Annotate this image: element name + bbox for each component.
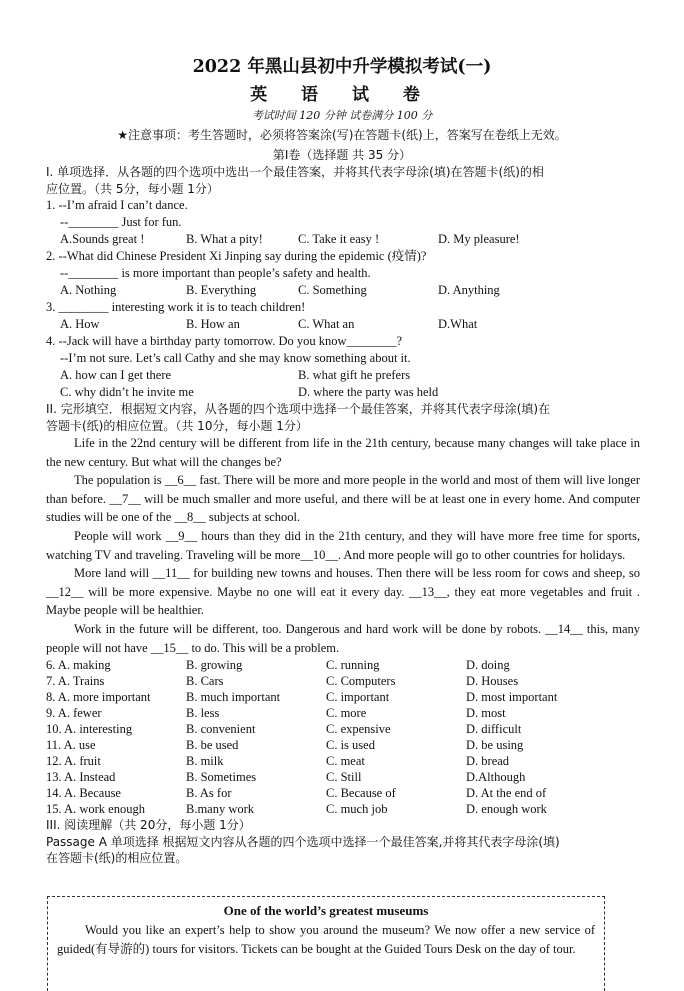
option-d: D. where the party was held	[298, 385, 439, 399]
cloze-option: D. enough work	[466, 802, 547, 817]
cloze-option: D. most important	[466, 690, 558, 705]
cloze-option: D. bread	[466, 754, 510, 769]
cloze-option: B. convenient	[186, 722, 256, 737]
option-b: B. what gift he prefers	[298, 368, 411, 382]
cloze-option: 7. A. Trains	[46, 674, 105, 689]
question-1	[46, 197, 640, 248]
section1-instructions-line: I. 单项选择．从各题的四个选项中选出一个最佳答案，并将其代表字母涂(填)在答题卡(纸)的相	[46, 165, 544, 179]
section1-instructions-line: 应位置。（共 5分，每小题 1分）	[46, 181, 219, 196]
cloze-option: 6. A. making	[46, 658, 111, 673]
cloze-option: B. much important	[186, 690, 281, 705]
option-a: A. how can I get there	[60, 368, 172, 382]
passage-a-instructions: Passage A 单项选择 根据短文内容从各题的四个选项中选择一个最佳答案,并将其代表字母涂(填)	[46, 834, 560, 849]
cloze-option: D. most	[466, 706, 506, 721]
question-options	[46, 282, 640, 299]
cloze-option: C. Still	[326, 770, 362, 785]
option-c: C. Something	[298, 283, 367, 297]
cloze-option: B. milk	[186, 754, 224, 769]
exam-content	[46, 164, 640, 867]
question-3	[46, 299, 640, 333]
cloze-option: 9. A. fewer	[46, 706, 102, 721]
option-a: A. Nothing	[60, 283, 117, 297]
cloze-option: C. meat	[326, 754, 365, 769]
cloze-option: D.Although	[466, 770, 526, 785]
cloze-option: 12. A. fruit	[46, 754, 101, 769]
cloze-option: C. expensive	[326, 722, 391, 737]
cloze-option: B. less	[186, 706, 220, 721]
question-stem: --________ Just for fun.	[60, 215, 182, 229]
question-4	[46, 333, 640, 401]
section2-instructions-line: 答题卡(纸)的相应位置。（共 10分，每小题 1分）	[46, 418, 308, 433]
cloze-option: B. Cars	[186, 674, 224, 689]
cloze-option: 14. A. Because	[46, 786, 121, 801]
passage-text: Would you like an expert’s help to show you around the museum? We now offer a new service of guided(有导游的) tours for visitors. Tickets can be bought at the Guided Tours Desk on the day of tour.	[57, 923, 595, 956]
cloze-option: 10. A. interesting	[46, 722, 133, 737]
question-stem: 2. --What did Chinese President Xi Jinping say during the epidemic (疫情)?	[46, 249, 427, 263]
passage-a-instructions: 在答题卡(纸)的相应位置。	[46, 851, 188, 866]
passage-paragraph: Life in the 22nd century will be different from life in the 21th century, because many changes will take place in the new century. But what will the changes be?	[46, 436, 640, 469]
cloze-option: D. At the end of	[466, 786, 547, 801]
option-d: D. My pleasure!	[438, 232, 520, 246]
exam-title: 2022 年黑山县初中升学模拟考试(一)	[192, 57, 492, 77]
cloze-option: B. growing	[186, 658, 243, 673]
exam-info: 考试时间 120 分钟 试卷满分 100 分	[251, 109, 433, 122]
section2-instructions	[46, 401, 640, 434]
cloze-option: D. doing	[466, 658, 510, 673]
cloze-passage	[46, 434, 640, 657]
passage-paragraph: Work in the future will be different, too. Dangerous and hard work will be done by robots. __14__ this, many people will not have __15__ to do. This will be a problem.	[46, 621, 640, 655]
cloze-option: B. As for	[186, 786, 232, 801]
option-b: B. What a pity!	[186, 232, 263, 246]
question-stem: 4. --Jack will have a birthday party tomorrow. Do you know________?	[46, 334, 403, 348]
cloze-option: D. Houses	[466, 674, 519, 689]
question-stem: --________ is more important than people’s safety and health.	[60, 266, 371, 280]
exam-notice: ★注意事项：考生答题时，必须将答案涂(写)在答题卡(纸)上，答案写在卷纸上无效。	[117, 128, 567, 142]
cloze-option: C. Computers	[326, 674, 396, 689]
cloze-option: C. more	[326, 706, 367, 721]
cloze-option: C. is used	[326, 738, 375, 753]
option-d: D.What	[438, 317, 478, 331]
option-c: C. why didn’t he invite me	[60, 385, 194, 399]
passage-paragraph: The population is __6__ fast. There will be more and more people in the world and most of them will live longer than before. __7__ will be much smaller and more useful, and there will be at least one in every home. And computer studies will be one of the __8__ subjects at school.	[46, 473, 640, 525]
section2-instructions-line: II. 完形填空．根据短文内容，从各题的四个选项中选择一个最佳答案，并将其代表字母涂(填)在	[46, 402, 551, 416]
cloze-option: C. much job	[326, 802, 388, 817]
question-stem: --I’m not sure. Let’s call Cathy and she may know something about it.	[60, 351, 411, 365]
cloze-option: D. difficult	[466, 722, 522, 737]
cloze-option: B. Sometimes	[186, 770, 257, 785]
option-b: B. Everything	[186, 283, 257, 297]
option-c: C. Take it easy !	[298, 232, 380, 246]
exam-subtitle: 英 语 试 卷	[250, 85, 434, 105]
option-a: A. How	[60, 317, 100, 331]
passage-title: One of the world’s greatest museums	[223, 903, 429, 918]
cloze-option: B. be used	[186, 738, 239, 753]
question-options	[46, 384, 640, 401]
cloze-options	[46, 657, 640, 817]
cloze-option: C. Because of	[326, 786, 396, 801]
cloze-option: 15. A. work enough	[46, 802, 145, 817]
cloze-option: D. be using	[466, 738, 524, 753]
cloze-option: C. important	[326, 690, 390, 705]
question-stem: 3. ________ interesting work it is to teach children!	[46, 300, 306, 314]
question-options	[46, 231, 640, 248]
question-options	[46, 316, 640, 333]
passage-paragraph: More land will __11__ for building new towns and houses. Then there will be less room for cows and sheep, so __12__ will be more expensive. Maybe no one will eat it every day. __13__, they eat more vegetables and fruit . Maybe people will be healthier.	[46, 566, 640, 618]
cloze-option: C. running	[326, 658, 380, 673]
cloze-option: 8. A. more important	[46, 690, 151, 705]
passage-paragraph: People will work __9__ hours than they did in the 21th century, and they will have more free time for sports, watching TV and traveling. Traveling will be more__10__. And more people will go to other countries for holidays.	[46, 528, 640, 562]
option-a: A.Sounds great !	[60, 232, 145, 246]
cloze-option: B.many work	[186, 802, 255, 817]
cloze-option: 13. A. Instead	[46, 770, 116, 785]
question-2	[46, 248, 640, 299]
section3-heading: III. 阅读理解（共 20分，每小题 1分）	[46, 818, 251, 833]
option-c: C. What an	[298, 317, 355, 331]
option-b: B. How an	[186, 317, 240, 331]
reading-passage-box	[47, 896, 605, 991]
section3-instructions	[46, 817, 640, 867]
question-stem: 1. --I’m afraid I can’t dance.	[46, 198, 188, 212]
option-d: D. Anything	[438, 283, 500, 297]
part-heading: 第Ⅰ卷（选择题 共 35 分）	[272, 148, 412, 162]
section1-instructions	[46, 164, 640, 197]
cloze-option: 11. A. use	[46, 738, 96, 753]
question-options	[46, 367, 640, 384]
